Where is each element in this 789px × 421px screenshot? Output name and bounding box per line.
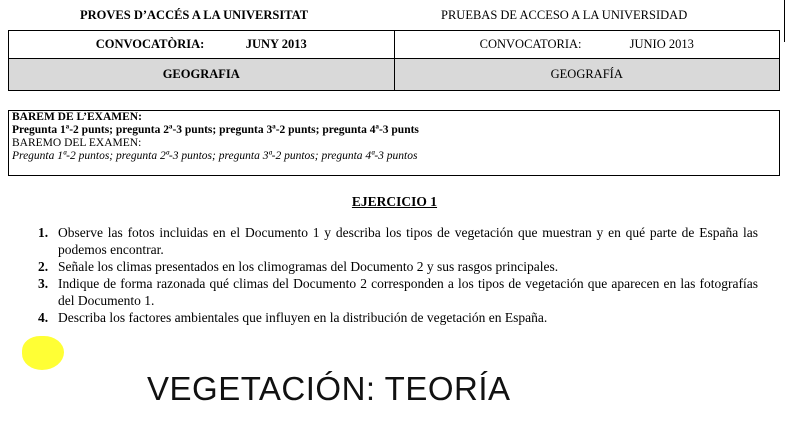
exam-header-table — [8, 30, 780, 91]
grading-title-es: BAREMO DEL EXAMEN: — [12, 137, 142, 149]
exercise-title: EJERCICIO 1 — [351, 194, 438, 209]
question-text: Describa los factores ambientales que influyen en la distribución de vegetación en España. — [58, 310, 548, 325]
subject-es: GEOGRAFÍA — [394, 59, 780, 91]
grading-text-ca: Pregunta 1ª-2 punts; pregunta 2ª-3 punts; pregunta 3ª-2 punts; pregunta 4ª-3 punts — [12, 124, 419, 136]
convocatoria-es-label: CONVOCATORIA: — [479, 37, 582, 51]
question-number: 4. — [38, 310, 49, 325]
convocatoria-ca-cell — [9, 31, 395, 59]
page-edge-line — [784, 0, 785, 42]
grading-box — [8, 110, 780, 176]
question-number: 2. — [38, 259, 49, 274]
question-list — [38, 224, 758, 326]
question-number: 3. — [38, 276, 49, 291]
question-text: Indique de forma razonada qué climas del Documento 2 corresponden a los tipos de vegetación que aparecen en las fotografías del Documento 1. — [58, 276, 758, 308]
grading-title-ca: BAREM DE L’EXAMEN: — [12, 111, 142, 123]
header-title-ca: PROVES D’ACCÉS A LA UNIVERSITAT — [80, 8, 309, 22]
question-item — [38, 224, 758, 258]
annotation-title: VEGETACIÓN: TEORÍA — [147, 370, 511, 407]
convocatoria-ca-value: JUNY 2013 — [245, 37, 307, 51]
question-text: Señale los climas presentados en los climogramas del Documento 2 y sus rasgos principales. — [58, 259, 559, 274]
yellow-highlight-mark — [22, 336, 64, 370]
question-number: 1. — [38, 225, 49, 240]
header-top-row — [0, 0, 784, 28]
question-text: Observe las fotos incluidas en el Documento 1 y describa los tipos de vegetación que muestran y en qué parte de España las podemos encontrar. — [58, 225, 758, 257]
header-title-es: PRUEBAS DE ACCESO A LA UNIVERSIDAD — [441, 8, 688, 22]
question-item — [38, 258, 758, 275]
convocatoria-es-value: JUNIO 2013 — [629, 37, 694, 51]
subject-ca: GEOGRAFIA — [9, 59, 395, 91]
question-item — [38, 275, 758, 309]
convocatoria-es-cell — [394, 31, 780, 59]
grading-text-es: Pregunta 1ª-2 puntos; pregunta 2ª-3 puntos; pregunta 3ª-2 puntos; pregunta 4ª-3 puntos — [12, 150, 418, 162]
convocatoria-ca-label: CONVOCATÒRIA: — [95, 37, 205, 51]
question-item — [38, 309, 758, 326]
